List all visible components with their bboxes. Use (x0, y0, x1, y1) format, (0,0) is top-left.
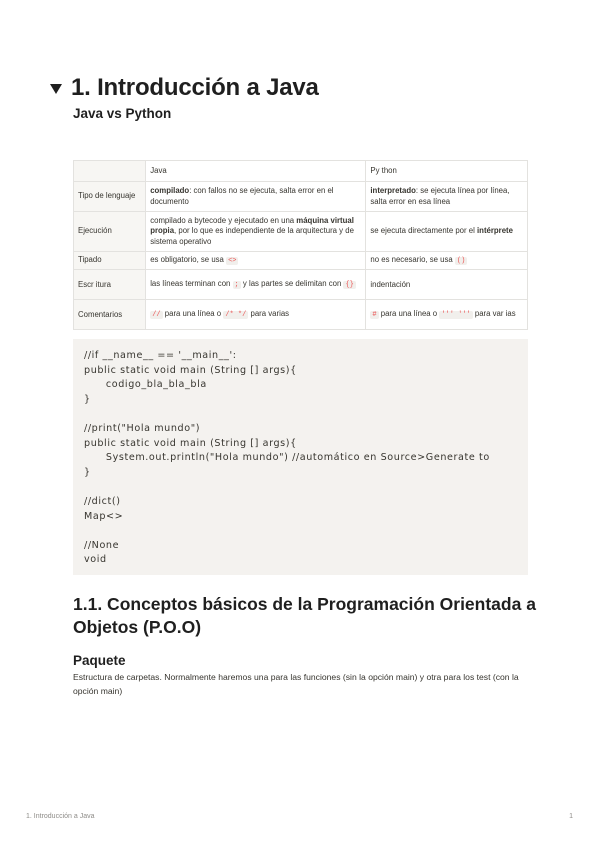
inline-code: () (456, 257, 466, 265)
table-cell (366, 212, 528, 252)
subtitle: Java vs Python (73, 106, 172, 121)
footer-title: 1. Introducción a Java (26, 813, 95, 820)
inline-code: // (152, 311, 161, 320)
cell-text: : se ejecuta línea por línea, salta error en esa línea (370, 185, 510, 206)
row-label: Escr itura (74, 270, 146, 300)
cell-text: no es necesario, se usa (370, 255, 455, 264)
inline-code: /* */ (225, 311, 247, 320)
table-cell (146, 182, 366, 212)
cell-text: es obligatorio, se usa (150, 255, 227, 264)
triangle-down-icon[interactable] (50, 84, 62, 94)
paragraph: Estructura de carpetas. Normalmente haremos una para las funciones (sin la opción main) y otra para los test (con la opción main) (73, 672, 519, 696)
cell-text: compilado a bytecode y ejecutado en una (150, 215, 297, 225)
row-label: Ejecución (74, 212, 146, 252)
table-header-cell: Java (146, 161, 366, 182)
bold-term: compilado (150, 185, 190, 195)
table-cell (366, 252, 528, 270)
inline-code: {} (345, 281, 354, 290)
bold-term: interpretado (370, 185, 416, 195)
row-label: Tipado (74, 252, 146, 270)
code-block[interactable] (73, 339, 528, 575)
page-title: 1. Introducción a Java (71, 74, 319, 101)
cell-text: , por lo que es independiente de la arquitectura y de sistema operativo (150, 226, 354, 246)
cell-text: y las partes se delimitan con (240, 279, 344, 289)
cell-text: para varias (248, 309, 290, 319)
table-header-cell: Py thon (366, 161, 528, 182)
page-number: 1 (569, 813, 573, 820)
row-label: Comentarios (74, 300, 146, 330)
cell-text: para una línea o (162, 309, 224, 319)
cell-text: : con fallos no se ejecuta, salta error en el documento (150, 185, 334, 206)
cell-text: para var ias (472, 309, 516, 319)
row-label: Tipo de lenguaje (74, 182, 146, 212)
code-content: //if __name__ == '__main__': public static void main (String [] args){ codigo_bla_bla_bla } //print("Hola mundo") public static void main (String [] args){ System.out.println("Hola mundo") //automático en Source>Generate to } //dict() Map<> //None void (84, 350, 490, 566)
bold-term: máquina virtual propia (150, 215, 354, 236)
comparison-table (73, 160, 528, 330)
table-header-cell (74, 161, 146, 182)
table-cell (366, 270, 528, 300)
inline-code: ''' ''' (441, 311, 471, 320)
section-title: 1.1. Conceptos básicos de la Programación Orientada a Objetos (P.O.O) (73, 594, 536, 637)
table-header-row (74, 161, 528, 182)
table-cell (146, 212, 366, 252)
table-row (74, 252, 528, 270)
bold-term: intérprete (477, 226, 513, 236)
cell-text: las líneas terminan con (150, 279, 233, 289)
table-row (74, 212, 528, 252)
subheading: Paquete (73, 653, 126, 668)
inline-code: # (372, 311, 377, 320)
table-row (74, 300, 528, 330)
table-row (74, 182, 528, 212)
cell-text: se ejecuta directamente por el (370, 226, 478, 236)
table-row (74, 270, 528, 300)
cell-text: indentación (370, 279, 411, 289)
cell-text: para una línea o (378, 309, 440, 319)
table-cell (146, 300, 366, 330)
table-cell (146, 270, 366, 300)
inline-code: <> (228, 257, 237, 265)
table-cell (366, 182, 528, 212)
table-cell (366, 300, 528, 330)
table-cell (146, 252, 366, 270)
inline-code: ; (234, 281, 239, 290)
heading-row (50, 74, 319, 102)
